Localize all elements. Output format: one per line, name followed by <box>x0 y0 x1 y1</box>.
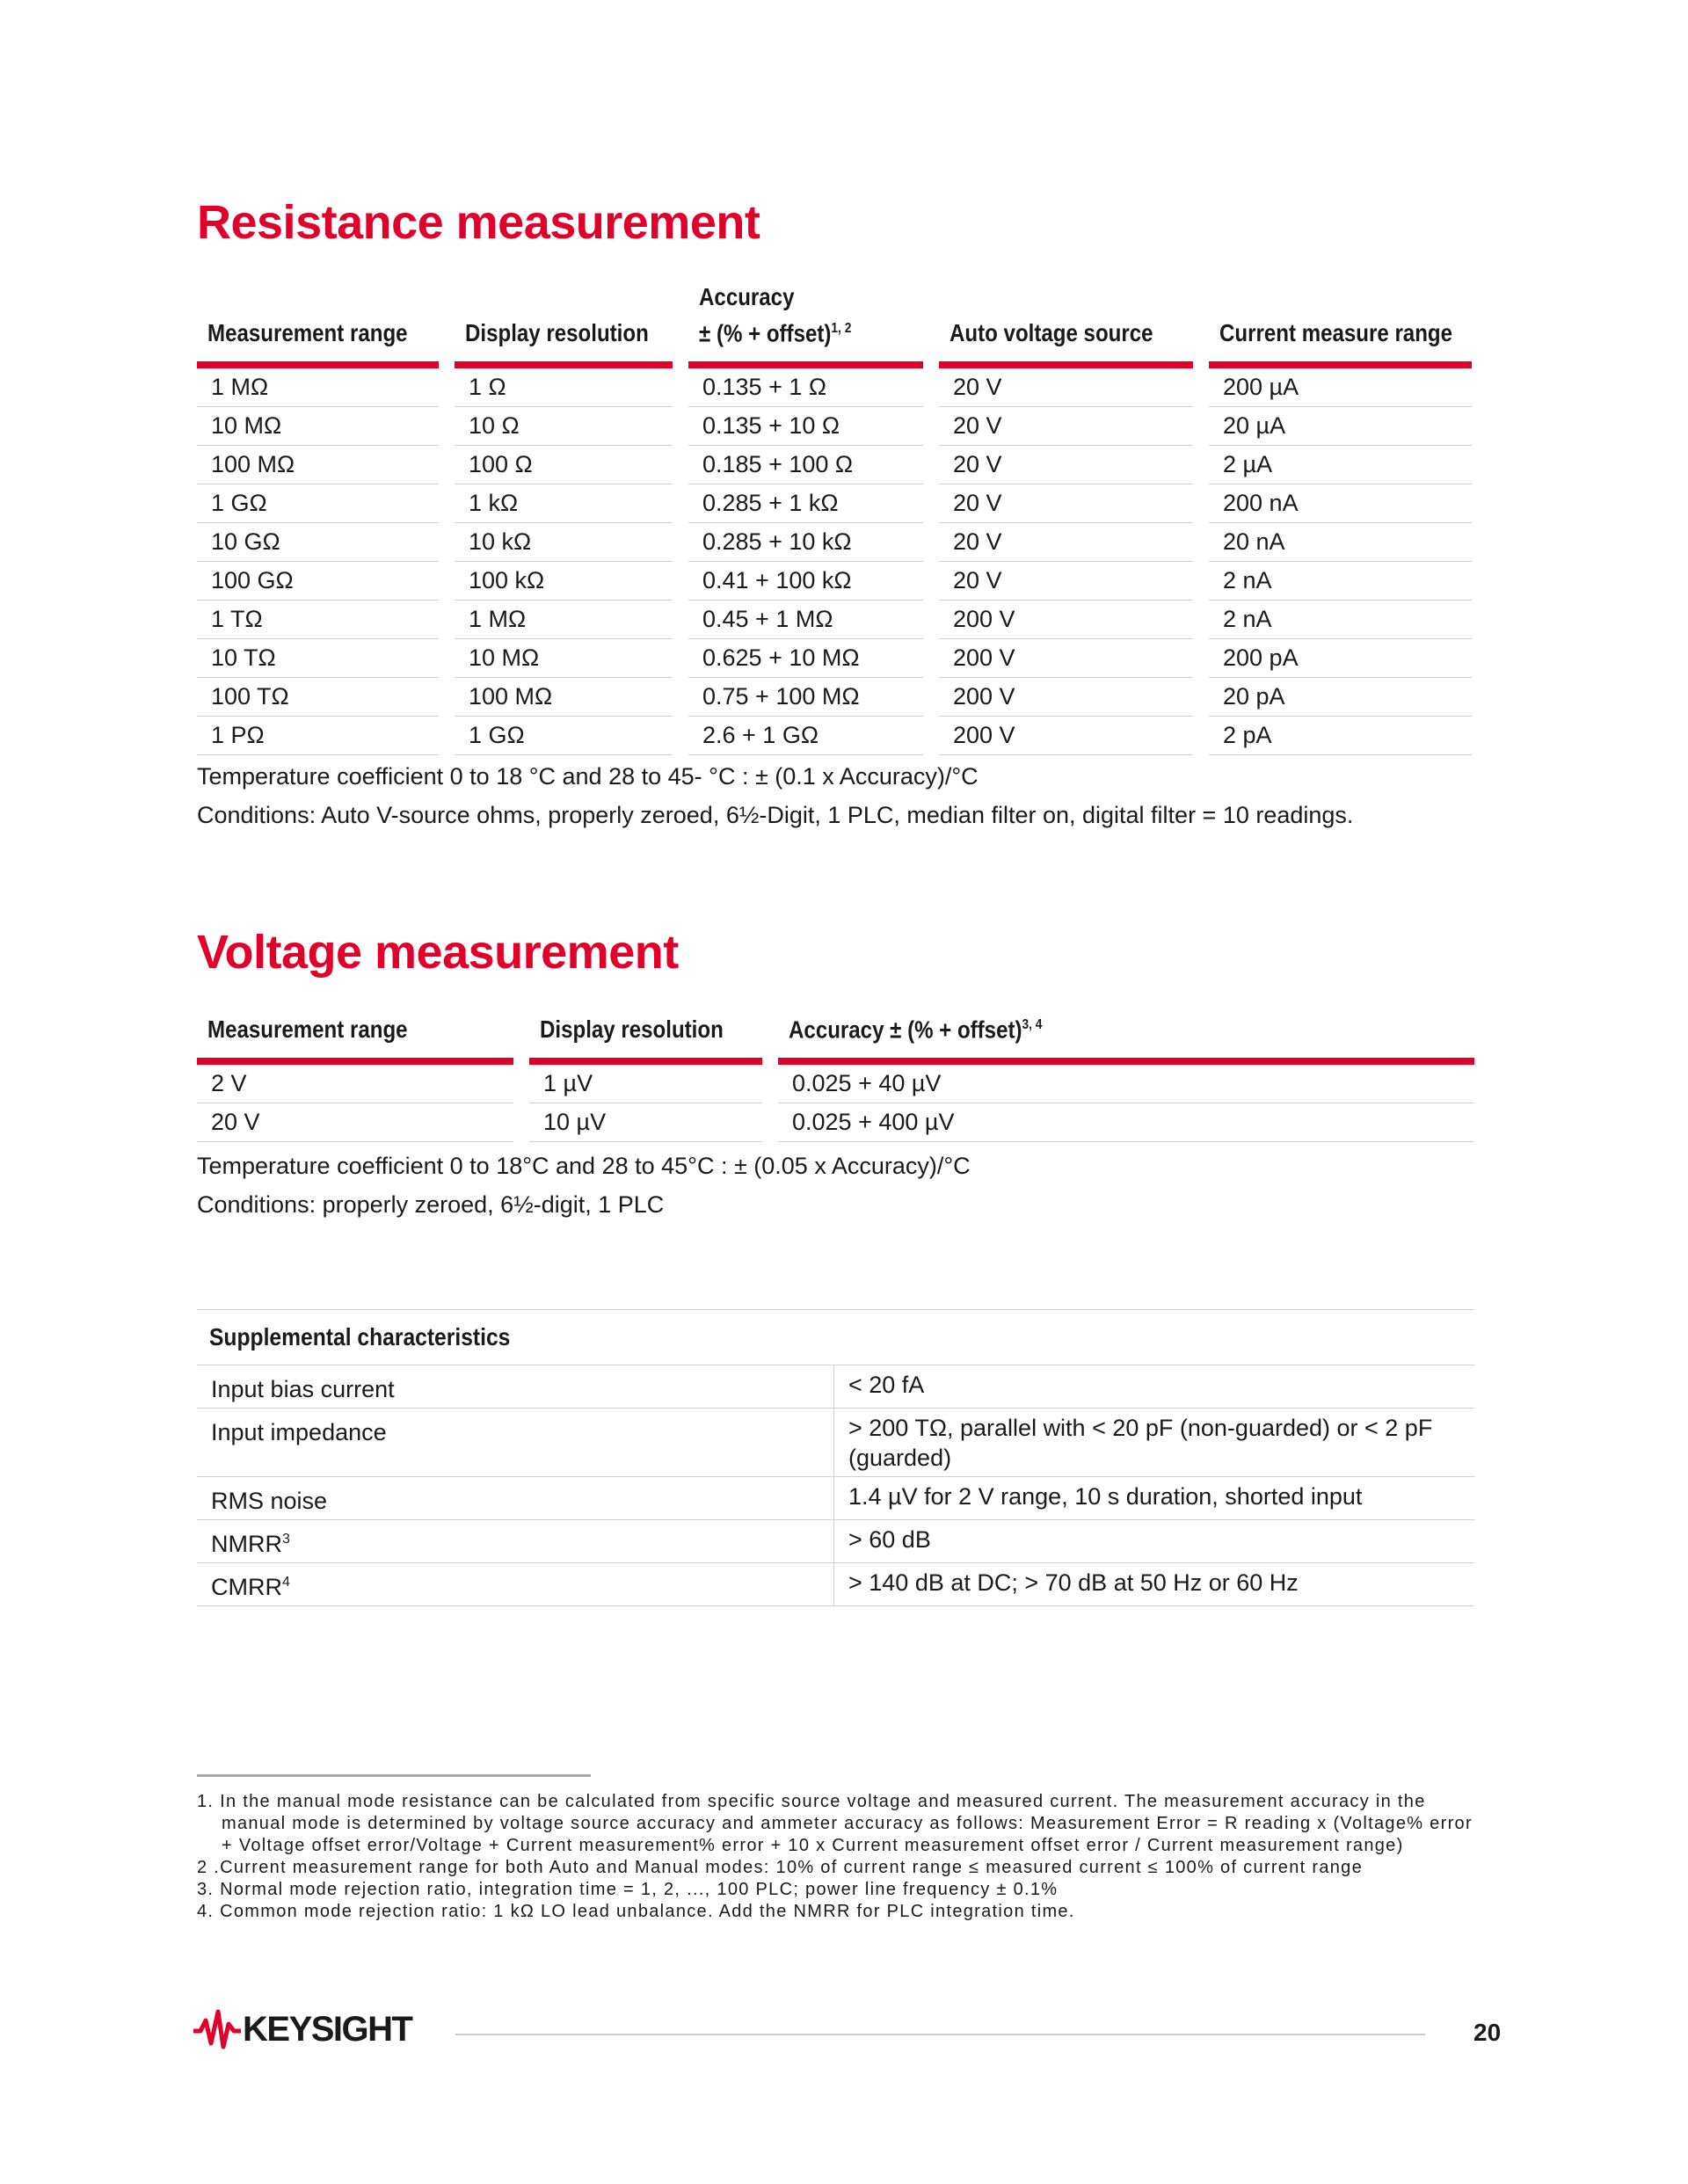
table-cell: 1 MΩ <box>197 368 439 407</box>
voltage-table <box>197 1011 1474 1142</box>
header-cell: Current measure range <box>1219 319 1453 346</box>
table-cell: 20 V <box>939 484 1193 523</box>
table-cell: 2 pA <box>1209 717 1472 755</box>
table-cell: 0.625 + 10 MΩ <box>688 639 923 678</box>
table-cell: 10 Ω <box>455 407 673 446</box>
table-cell: 100 TΩ <box>197 678 439 717</box>
table-cell: 100 Ω <box>455 446 673 484</box>
table-cell: 100 GΩ <box>197 562 439 601</box>
table-cell: 2 µA <box>1209 446 1472 484</box>
table-cell: 20 V <box>939 446 1193 484</box>
supplemental-row <box>197 1409 1474 1477</box>
table-cell: 20 nA <box>1209 523 1472 562</box>
table-header <box>197 1011 1474 1065</box>
footnote: 1. In the manual mode resistance can be calculated from specific source voltage and measured current. The measurement accuracy in the manual mode is determined by voltage source accuracy and ammeter accuracy as follows: Measurement Error = R reading x (Voltage% error + Voltage offset error/Voltage + Current measurement% error + 10 x Current measurement offset error / Current measurement range) <box>197 1792 1473 1855</box>
table-cell: 0.285 + 1 kΩ <box>688 484 923 523</box>
table-cell: 10 MΩ <box>455 639 673 678</box>
table-cell: 10 TΩ <box>197 639 439 678</box>
table-row <box>197 446 1474 484</box>
voltage-conditions: Conditions: properly zeroed, 6½-digit, 1 PLC <box>197 1191 665 1218</box>
table-cell: 10 MΩ <box>197 407 439 446</box>
header-cell: Auto voltage source <box>950 319 1153 346</box>
header-cell: Measurement range <box>207 319 408 346</box>
table-header <box>197 280 1474 368</box>
voltage-title: Voltage measurement <box>197 926 679 979</box>
supplemental-value: 1.4 µV for 2 V range, 10 s duration, shorted input <box>848 1483 1363 1510</box>
table-cell: 0.75 + 100 MΩ <box>688 678 923 717</box>
footnote: 3. Normal mode rejection ratio, integration time = 1, 2, ..., 100 PLC; power line frequency ± 0.1% <box>197 1880 1059 1899</box>
table-cell: 20 V <box>939 407 1193 446</box>
table-cell: 0.185 + 100 Ω <box>688 446 923 484</box>
table-row <box>197 562 1474 601</box>
supplemental-row <box>197 1477 1474 1520</box>
table-cell: 1 µV <box>529 1065 762 1103</box>
table-cell: 1 Ω <box>455 368 673 407</box>
header-cell: Display resolution <box>465 319 649 346</box>
table-cell: 1 GΩ <box>455 717 673 755</box>
table-cell: 20 V <box>939 368 1193 407</box>
supplemental-label: Input impedance <box>197 1409 834 1476</box>
supplemental-label: RMS noise <box>197 1477 834 1519</box>
table-row <box>197 523 1474 562</box>
table-row <box>197 484 1474 523</box>
table-cell: 0.135 + 1 Ω <box>688 368 923 407</box>
footer-divider <box>455 2034 1425 2035</box>
table-cell: 10 kΩ <box>455 523 673 562</box>
table-cell: 20 µA <box>1209 407 1472 446</box>
footnote: 2 .Current measurement range for both Auto and Manual modes: 10% of current range ≤ measured current ≤ 100% of current range <box>197 1858 1364 1877</box>
table-cell: 1 TΩ <box>197 601 439 639</box>
table-cell: 200 µA <box>1209 368 1472 407</box>
supplemental-row <box>197 1563 1474 1606</box>
table-cell: 0.025 + 400 µV <box>778 1103 1474 1142</box>
voltage-temp-note: Temperature coefficient 0 to 18°C and 28 to 45°C : ± (0.05 x Accuracy)/°C <box>197 1153 971 1179</box>
table-row <box>197 717 1474 755</box>
table-row <box>197 639 1474 678</box>
header-cell: Display resolution <box>540 1016 724 1043</box>
header-cell: ± (% + offset)$^{1, 2}$ <box>699 319 852 346</box>
table-cell: 100 kΩ <box>455 562 673 601</box>
supplemental-label: CMRR$^4$ <box>197 1563 834 1605</box>
table-cell: 2 nA <box>1209 562 1472 601</box>
table-cell: 0.025 + 40 µV <box>778 1065 1474 1103</box>
page-number: 20 <box>1473 2019 1502 2046</box>
table-row <box>197 1103 1474 1142</box>
table-cell: 20 V <box>939 562 1193 601</box>
table-cell: 100 MΩ <box>197 446 439 484</box>
table-cell: 10 GΩ <box>197 523 439 562</box>
table-cell: 100 MΩ <box>455 678 673 717</box>
table-row <box>197 368 1474 407</box>
table-cell: 0.41 + 100 kΩ <box>688 562 923 601</box>
footnote: 4. Common mode rejection ratio: 1 kΩ LO lead unbalance. Add the NMRR for PLC integration time. <box>197 1902 1075 1921</box>
keysight-logo: KEYSIGHT <box>192 2008 411 2050</box>
table-cell: 200 V <box>939 601 1193 639</box>
table-cell: 200 pA <box>1209 639 1472 678</box>
resistance-temp-note: Temperature coefficient 0 to 18 °C and 28 to 45- °C : ± (0.1 x Accuracy)/°C <box>197 763 979 790</box>
waveform-icon <box>192 2008 243 2050</box>
table-cell: 1 MΩ <box>455 601 673 639</box>
supplemental-label: Input bias current <box>197 1365 834 1408</box>
supplemental-value: > 60 dB <box>848 1526 931 1553</box>
table-cell: 200 nA <box>1209 484 1472 523</box>
resistance-title: Resistance measurement <box>197 196 760 249</box>
table-row <box>197 678 1474 717</box>
supplemental-row <box>197 1365 1474 1409</box>
table-cell: 0.135 + 10 Ω <box>688 407 923 446</box>
table-cell: 200 V <box>939 717 1193 755</box>
header-cell: Accuracy ± (% + offset)$^{3, 4}$ <box>789 1016 1043 1043</box>
table-cell: 20 V <box>197 1103 513 1142</box>
resistance-table <box>197 280 1474 755</box>
table-cell: 20 V <box>939 523 1193 562</box>
table-row <box>197 407 1474 446</box>
table-cell: 0.285 + 10 kΩ <box>688 523 923 562</box>
footnote-divider <box>197 1774 591 1777</box>
table-cell: 2 nA <box>1209 601 1472 639</box>
supplemental-value: < 20 fA <box>848 1372 925 1398</box>
table-cell: 20 pA <box>1209 678 1472 717</box>
header-cell: Measurement range <box>207 1016 408 1043</box>
footnotes <box>197 1791 1481 1923</box>
table-cell: 1 GΩ <box>197 484 439 523</box>
table-cell: 1 PΩ <box>197 717 439 755</box>
supplemental-label: NMRR$^3$ <box>197 1520 834 1562</box>
table-cell: 200 V <box>939 639 1193 678</box>
supplemental-value: > 140 dB at DC; > 70 dB at 50 Hz or 60 Hz <box>848 1569 1299 1596</box>
table-row <box>197 601 1474 639</box>
table-cell: 1 kΩ <box>455 484 673 523</box>
table-cell: 0.45 + 1 MΩ <box>688 601 923 639</box>
table-cell: 10 µV <box>529 1103 762 1142</box>
supplemental-value: > 200 TΩ, parallel with < 20 pF (non-guarded) or < 2 pF (guarded) <box>848 1415 1433 1471</box>
supplemental-header: Supplemental characteristics <box>197 1310 1474 1365</box>
table-row <box>197 1065 1474 1103</box>
table-cell: 2.6 + 1 GΩ <box>688 717 923 755</box>
header-cell: Accuracy <box>699 282 795 310</box>
supplemental-table <box>197 1309 1474 1606</box>
table-cell: 200 V <box>939 678 1193 717</box>
table-cell: 2 V <box>197 1065 513 1103</box>
supplemental-row <box>197 1520 1474 1563</box>
resistance-conditions: Conditions: Auto V-source ohms, properly zeroed, 6½-Digit, 1 PLC, median filter on, digital filter = 10 readings. <box>197 802 1354 828</box>
